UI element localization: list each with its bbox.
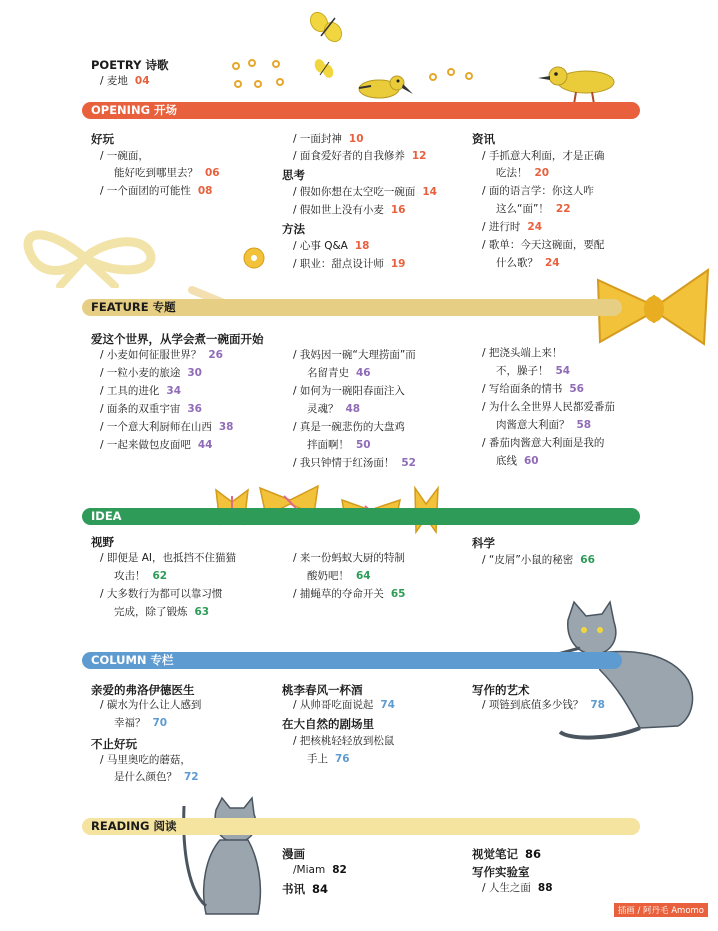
- entry-title: / 手抓意大利面，才是正确: [482, 150, 605, 162]
- toc-entry[interactable]: [293, 383, 405, 401]
- toc-entry[interactable]: [100, 73, 150, 91]
- entry-title: 肉酱意大利面？: [496, 419, 570, 431]
- entry-title: / 面的语言学：你这人咋: [482, 185, 594, 197]
- toc-entry[interactable]: [100, 148, 149, 166]
- page-number: 84: [312, 882, 329, 896]
- entry-title: / 把浇头端上来！: [482, 347, 563, 359]
- entry-title: 名留青史: [307, 367, 349, 379]
- toc-entry[interactable]: [293, 586, 406, 604]
- toc-entry[interactable]: [100, 419, 234, 437]
- flower-pasta-icon: [242, 245, 266, 271]
- toc-entry[interactable]: [100, 365, 202, 383]
- page-number: 82: [332, 864, 347, 876]
- entry-title: / 写给面条的情书: [482, 383, 563, 395]
- page-number: 14: [422, 186, 437, 198]
- toc-entry[interactable]: [100, 752, 191, 770]
- toc-entry[interactable]: [100, 183, 213, 201]
- toc-entry-continued[interactable]: [496, 453, 539, 471]
- bird-icon: [355, 72, 415, 104]
- toc-entry[interactable]: [100, 586, 222, 604]
- page-number: 16: [390, 204, 406, 216]
- page-number: 38: [218, 421, 234, 433]
- page-number: 20: [534, 167, 550, 179]
- illustration-credit: 插画 / 阿丹毛 Amomo: [614, 903, 708, 917]
- page-number: 10: [348, 133, 364, 145]
- entry-title: 灵魂？: [307, 403, 339, 415]
- page-number: 30: [187, 367, 202, 379]
- page-number: 08: [197, 185, 213, 197]
- category-heading: 方法: [282, 222, 305, 236]
- page-number: 78: [590, 699, 605, 711]
- page-number: 12: [411, 150, 427, 162]
- toc-entry[interactable]: [100, 550, 236, 568]
- entry-title: / 来一份蚂蚁大厨的特制: [293, 552, 405, 564]
- entry-title: / 一碗面，: [100, 150, 149, 162]
- page-number: 24: [545, 257, 560, 269]
- toc-entry-continued[interactable]: [114, 715, 167, 733]
- entry-title: /Miam: [293, 864, 326, 876]
- toc-entry[interactable]: [293, 256, 406, 274]
- entry-title: 吃法！: [496, 167, 528, 179]
- page-number: 24: [527, 221, 543, 233]
- entry-title: 能好吃到哪里去？: [114, 167, 198, 179]
- toc-entry-continued[interactable]: [496, 255, 560, 273]
- toc-entry[interactable]: [482, 381, 584, 399]
- entry-title: / 一个面团的可能性: [100, 185, 191, 197]
- category-heading: 不止好玩: [91, 737, 137, 751]
- section-bar-label: OPENING 开场: [91, 103, 178, 117]
- page-number: 36: [187, 403, 202, 415]
- toc-entry-continued[interactable]: [114, 769, 199, 787]
- toc-entry[interactable]: [100, 697, 201, 715]
- toc-entry[interactable]: [482, 148, 604, 166]
- feature-heading: 爱这个世界，从学会煮一碗面开始: [91, 332, 264, 346]
- pasta-pieces-decoration: [228, 54, 298, 94]
- entry-title: / 项链到底值多少钱？: [482, 699, 584, 711]
- entry-title: 什么歌？: [496, 257, 538, 269]
- toc-entry[interactable]: [293, 148, 427, 166]
- pasta-pieces-decoration: [425, 64, 477, 86]
- page-number: 74: [380, 699, 395, 711]
- category-heading: 桃李春风一杯酒: [282, 683, 363, 697]
- toc-entry-continued[interactable]: [496, 165, 549, 183]
- entry-title: / 人生之面: [482, 882, 531, 894]
- toc-entry[interactable]: [100, 401, 202, 419]
- section-bar-idea: [82, 508, 640, 525]
- toc-entry[interactable]: [482, 697, 605, 715]
- toc-entry[interactable]: [482, 237, 604, 255]
- entry-title: / 番茄肉酱意大利面是我的: [482, 437, 605, 449]
- page-number: 70: [152, 717, 168, 729]
- entry-title: / 碳水为什么让人感到: [100, 699, 202, 711]
- category-heading: 写作的艺术: [472, 683, 530, 697]
- entry-title: / 一面封神: [293, 133, 342, 145]
- entry-title: 酸奶吧！: [307, 570, 349, 582]
- page-number: 63: [194, 606, 210, 618]
- toc-entry-continued[interactable]: [496, 363, 570, 381]
- toc-entry[interactable]: [293, 550, 405, 568]
- entry-title: / 如何为一碗阳春面注入: [293, 385, 405, 397]
- section-bar-opening: [82, 102, 640, 119]
- category-heading: 亲爱的弗洛伊德医生: [91, 683, 195, 697]
- category-heading: 思考: [282, 168, 305, 182]
- section-bar-label: COLUMN 专栏: [91, 653, 174, 667]
- page-number: 48: [345, 403, 361, 415]
- cat-icon: [540, 600, 700, 746]
- toc-entry-continued[interactable]: [114, 165, 220, 183]
- toc-entry[interactable]: [482, 345, 562, 363]
- toc-entry[interactable]: [482, 399, 615, 417]
- entry-title: / 捕蝇草的夺命开关: [293, 588, 384, 600]
- page-number: 18: [354, 240, 370, 252]
- toc-entry[interactable]: [482, 219, 542, 237]
- toc-entry[interactable]: [293, 419, 405, 437]
- bow-pasta-decoration: [10, 228, 160, 288]
- category-heading: 写作实验室: [472, 865, 530, 879]
- entry-title: / 歌单：今天这碗面，要配: [482, 239, 605, 251]
- toc-entry[interactable]: [293, 347, 416, 365]
- toc-entry-continued[interactable]: [307, 751, 350, 769]
- page-number: 72: [184, 771, 199, 783]
- entry-title: / 我妈因一碗“大理捞面”而: [293, 349, 416, 361]
- butterfly-icon: [307, 10, 347, 46]
- entry-title: 拌面啊！: [307, 439, 349, 451]
- entry-title: / 一粒小麦的旅途: [100, 367, 181, 379]
- entry-title: 是什么颜色？: [114, 771, 177, 783]
- category-heading[interactable]: [282, 881, 328, 897]
- page-number: 56: [569, 383, 584, 395]
- page-number: 34: [166, 385, 182, 397]
- page-number: 58: [576, 419, 592, 431]
- bird-icon: [536, 62, 622, 106]
- section-bar-column: [82, 652, 622, 669]
- toc-entry-continued[interactable]: [307, 365, 371, 383]
- toc-entry[interactable]: [293, 733, 394, 751]
- category-heading[interactable]: [472, 846, 541, 862]
- toc-entry[interactable]: [293, 184, 437, 202]
- toc-entry[interactable]: [482, 552, 595, 570]
- page-number: 22: [555, 203, 571, 215]
- toc-entry-continued[interactable]: [496, 417, 591, 435]
- entry-title: 这么“面”！: [496, 203, 549, 215]
- entry-title: / 为什么全世界人民都爱番茄: [482, 401, 615, 413]
- butterfly-icon: [312, 58, 336, 80]
- entry-title: / 我只钟情于红汤面！: [293, 457, 395, 469]
- section-bar-label: READING 阅读: [91, 819, 177, 833]
- section-bar-feature: [82, 299, 622, 316]
- toc-entry[interactable]: [482, 435, 604, 453]
- category-heading: 科学: [472, 536, 495, 550]
- toc-entry[interactable]: [293, 131, 364, 149]
- toc-entry[interactable]: [293, 697, 395, 715]
- toc-entry[interactable]: [482, 183, 594, 201]
- entry-title: / 一起来做包皮面吧: [100, 439, 191, 451]
- section-bar-label: IDEA: [91, 509, 122, 523]
- entry-title: / 心事 Q&A: [293, 240, 348, 252]
- page-number: 04: [134, 75, 150, 87]
- section-bar-reading: [82, 818, 640, 835]
- entry-title: / 一个意大利厨师在山西: [100, 421, 212, 433]
- page-number: 62: [152, 570, 168, 582]
- entry-title: 幸福？: [114, 717, 146, 729]
- category-heading: 在大自然的剧场里: [282, 717, 374, 731]
- entry-title: / 面条的双重宇宙: [100, 403, 181, 415]
- page-number: 65: [390, 588, 406, 600]
- page-number: 46: [356, 367, 371, 379]
- entry-title: 完成，除了锻炼: [114, 606, 188, 618]
- toc-entry[interactable]: [293, 202, 406, 220]
- page-number: 44: [197, 439, 213, 451]
- category-heading: 漫画: [282, 847, 305, 861]
- entry-title: / 假如你想在太空吃一碗面: [293, 186, 416, 198]
- entry-title: / 马里奥吃的蘑菇，: [100, 754, 191, 766]
- page-number: 52: [401, 457, 416, 469]
- entry-title: 不，臊子！: [496, 365, 549, 377]
- page-number: 66: [580, 554, 595, 566]
- section-header-poetry: POETRY 诗歌: [91, 58, 169, 72]
- page-number: 64: [356, 570, 371, 582]
- entry-title: / 假如世上没有小麦: [293, 204, 384, 216]
- toc-entry[interactable]: [293, 862, 347, 880]
- entry-title: / 面食爱好者的自我修养: [293, 150, 405, 162]
- toc-entry[interactable]: [100, 383, 181, 401]
- page-number: 86: [525, 847, 542, 861]
- page-number: 60: [524, 455, 539, 467]
- heading-title: 视觉笔记: [472, 847, 518, 861]
- entry-title: / 进行时: [482, 221, 521, 233]
- category-heading: 视野: [91, 535, 114, 549]
- toc-entry-continued[interactable]: [114, 604, 209, 622]
- entry-title: 手上: [307, 753, 328, 765]
- entry-title: / 大多数行为都可以靠习惯: [100, 588, 223, 600]
- page-number: 19: [390, 258, 406, 270]
- entry-title: 底线: [496, 455, 517, 467]
- entry-title: / 把核桃轻轻放到松鼠: [293, 735, 395, 747]
- toc-entry-continued[interactable]: [307, 401, 360, 419]
- page-number: 76: [335, 753, 350, 765]
- entry-title: / 麦地: [100, 75, 128, 87]
- category-heading: 资讯: [472, 132, 495, 146]
- entry-title: / 工具的进化: [100, 385, 160, 397]
- entry-title: 攻击！: [114, 570, 146, 582]
- entry-title: / 小麦如何征服世界？: [100, 349, 202, 361]
- toc-entry-continued[interactable]: [496, 201, 571, 219]
- category-heading: 好玩: [91, 132, 114, 146]
- toc-entry-continued[interactable]: [114, 568, 167, 586]
- heading-title: 书讯: [282, 882, 305, 896]
- toc-entry[interactable]: [482, 880, 553, 898]
- cat-icon: [176, 796, 276, 920]
- page-number: 26: [208, 349, 223, 361]
- toc-entry-continued[interactable]: [307, 437, 371, 455]
- entry-title: / 真是一碗悲伤的大盘鸡: [293, 421, 405, 433]
- entry-title: / 职业：甜点设计师: [293, 258, 384, 270]
- toc-entry[interactable]: [293, 238, 369, 256]
- page-number: 54: [555, 365, 571, 377]
- toc-entry[interactable]: [100, 437, 213, 455]
- entry-title: / “皮屑”小鼠的秘密: [482, 554, 574, 566]
- toc-entry[interactable]: [293, 455, 416, 473]
- page-number: 88: [537, 882, 553, 894]
- toc-entry[interactable]: [100, 347, 223, 365]
- page-number: 06: [205, 167, 220, 179]
- page-number: 50: [356, 439, 371, 451]
- entry-title: / 从帅哥吃面说起: [293, 699, 374, 711]
- entry-title: / 即便是 AI，也抵挡不住猫猫: [100, 552, 236, 564]
- toc-entry-continued[interactable]: [307, 568, 371, 586]
- section-bar-label: FEATURE 专题: [91, 300, 176, 314]
